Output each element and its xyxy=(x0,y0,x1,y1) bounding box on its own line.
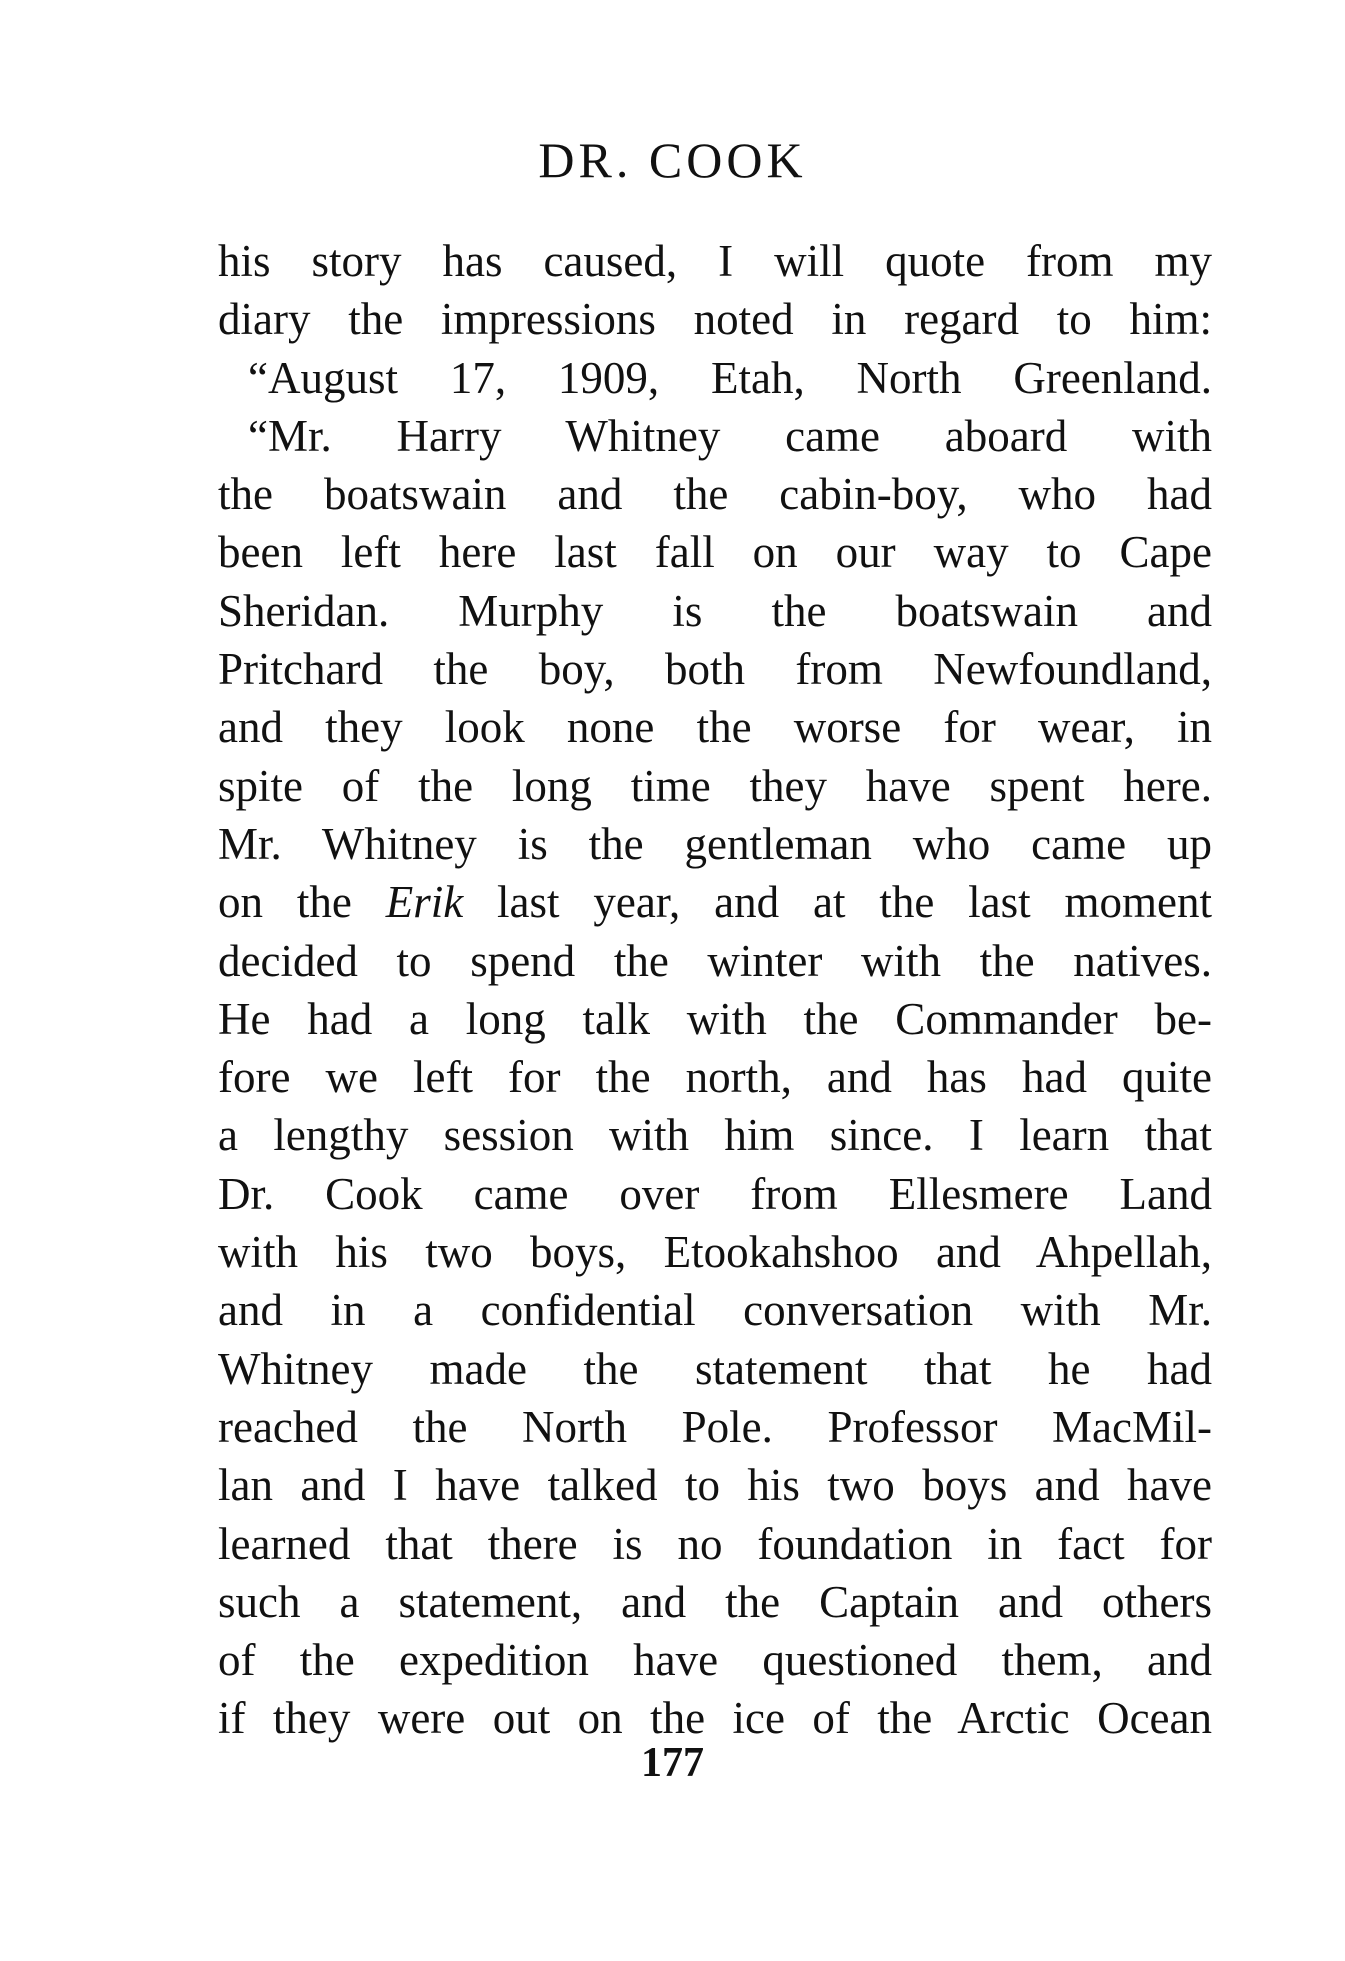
text-line: if they were out on the ice of the Arctic Ocean xyxy=(218,1693,1212,1744)
body-text xyxy=(218,232,1212,1748)
text-line: and in a confidential conversation with Mr. xyxy=(218,1285,1212,1336)
text-line: reached the North Pole. Professor MacMil- xyxy=(218,1401,1212,1452)
text-line: Sheridan. Murphy is the boatswain and xyxy=(218,585,1212,636)
page-number: 177 xyxy=(641,1740,704,1786)
text-line: diary the impressions noted in regard to him: xyxy=(218,294,1212,345)
text-line: a lengthy session with him since. I learn that xyxy=(218,1110,1212,1161)
text-fragment: last year, and at the last moment xyxy=(463,877,1212,928)
text-line: his story has caused, I will quote from my xyxy=(218,236,1212,286)
text-line: Dr. Cook came over from Ellesmere Land xyxy=(218,1168,1212,1219)
text-line: “Mr. Harry Whitney came aboard with xyxy=(248,410,1212,461)
text-line: decided to spend the winter with the natives. xyxy=(218,935,1212,986)
text-line: fore we left for the north, and has had quite xyxy=(218,1052,1212,1103)
text-line: Mr. Whitney is the gentleman who came up xyxy=(218,818,1212,869)
text-line: Pritchard the boy, both from Newfoundland, xyxy=(218,644,1212,695)
text-line xyxy=(218,873,1212,931)
ship-name-italic: Erik xyxy=(385,877,464,928)
text-line: spite of the long time they have spent here. xyxy=(218,760,1212,811)
text-fragment: on the xyxy=(218,877,386,928)
text-line: “August 17, 1909, Etah, North Greenland. xyxy=(248,352,1212,403)
text-line: of the expedition have questioned them, and xyxy=(218,1635,1212,1686)
text-line: learned that there is no foundation in fact for xyxy=(218,1518,1212,1569)
text-line: Whitney made the statement that he had xyxy=(218,1343,1212,1394)
text-line: He had a long talk with the Commander be- xyxy=(218,993,1212,1044)
text-line: such a statement, and the Captain and others xyxy=(218,1576,1212,1627)
running-head: DR. COOK xyxy=(538,132,807,188)
text-line: with his two boys, Etookahshoo and Ahpellah, xyxy=(218,1227,1212,1278)
text-line: the boatswain and the cabin-boy, who had xyxy=(218,469,1212,520)
text-line: and they look none the worse for wear, in xyxy=(218,702,1212,753)
text-line: lan and I have talked to his two boys and have xyxy=(218,1460,1212,1511)
text-line: been left here last fall on our way to Cape xyxy=(218,527,1212,578)
